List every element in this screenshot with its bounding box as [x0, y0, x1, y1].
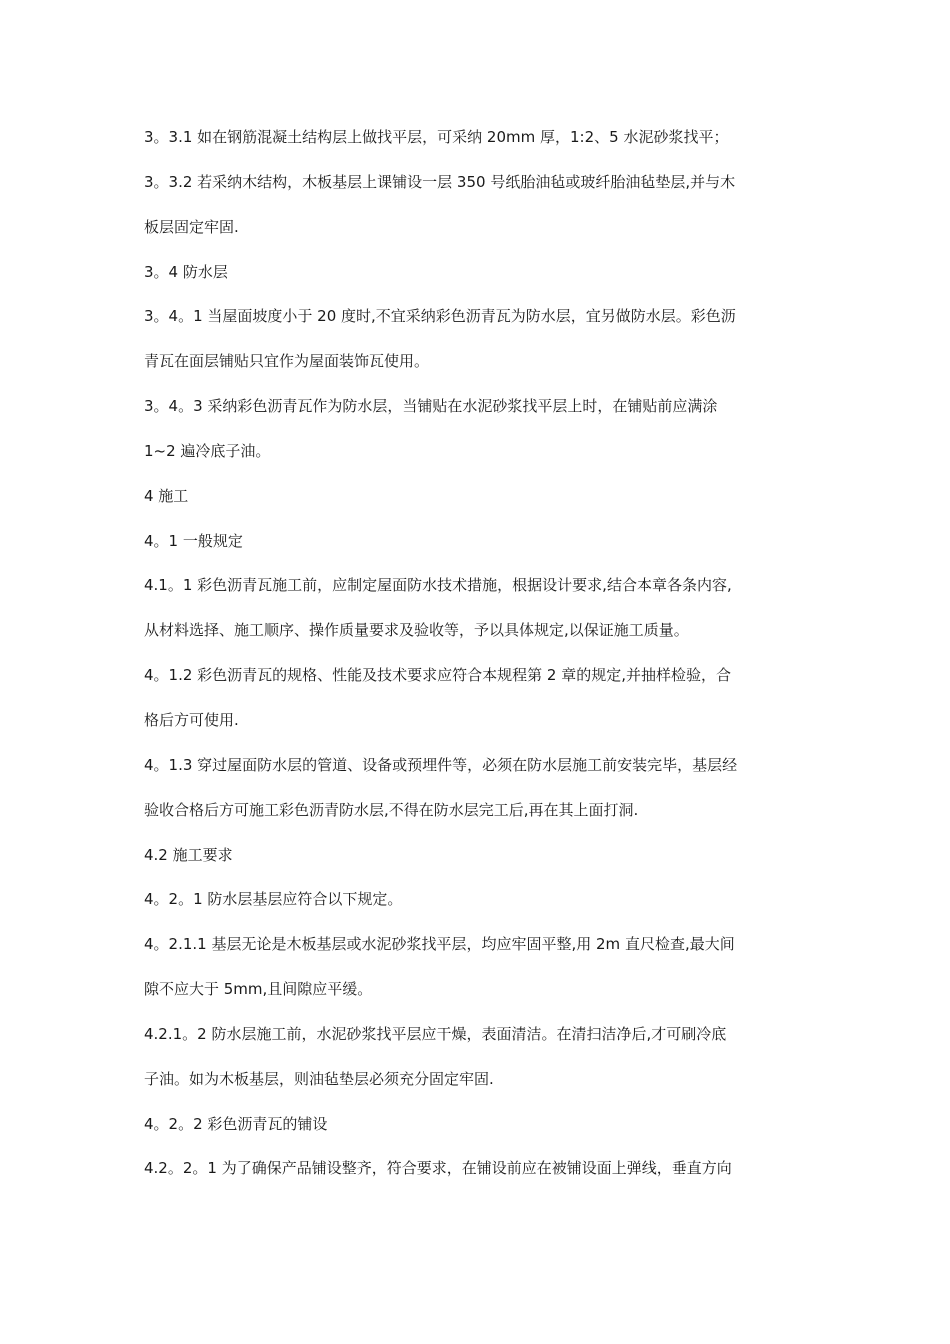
paragraph-line: 4。2。1 防水层基层应符合以下规定。 [144, 890, 403, 909]
paragraph-line: 子油。如为木板基层，则油毡垫层必须充分固定牢固. [144, 1069, 494, 1088]
paragraph-line: 1~2 遍冷底子油。 [144, 441, 271, 460]
paragraph-line: 3。4。3 采纳彩色沥青瓦作为防水层，当铺贴在水泥砂浆找平层上时，在铺贴前应满涂 [144, 397, 718, 416]
paragraph-line: 3。3.1 如在钢筋混凝土结构层上做找平层，可采纳 20mm 厚，1:2、5 水泥砂浆找平； [144, 128, 729, 146]
paragraph-line: 从材料选择、施工顺序、操作质量要求及验收等，予以具体规定,以保证施工质量。 [144, 621, 689, 640]
paragraph-line: 4.2。2。1 为了确保产品铺设整齐，符合要求，在铺设前应在被铺设面上弹线，垂直方向 [144, 1159, 732, 1178]
paragraph-line: 4.2.1。2 防水层施工前，水泥砂浆找平层应干燥，表面清洁。在清扫洁净后,才可刷冷底 [144, 1024, 727, 1043]
paragraph-line: 格后方可使用. [144, 710, 239, 729]
section-heading: 4。1 一般规定 [144, 531, 243, 550]
paragraph-line: 隙不应大于 5mm,且间隙应平缓。 [144, 980, 373, 999]
section-heading: 4 施工 [144, 486, 189, 505]
paragraph-line: 4。1.2 彩色沥青瓦的规格、性能及技术要求应符合本规程第 2 章的规定,并抽样检验，合 [144, 666, 732, 685]
paragraph-line: 3。4。1 当屋面坡度小于 20 度时,不宜采纳彩色沥青瓦为防水层，宜另做防水层。彩色沥 [144, 307, 736, 326]
section-heading: 4。2。2 彩色沥青瓦的铺设 [144, 1114, 328, 1133]
paragraph-line: 板层固定牢固. [144, 217, 239, 236]
paragraph-line: 4。1.3 穿过屋面防水层的管道、设备或预埋件等，必须在防水层施工前安装完毕，基层经 [144, 755, 738, 774]
paragraph-line: 3。3.2 若采纳木结构，木板基层上课铺设一层 350 号纸胎油毡或玻纤胎油毡垫层,并与木 [144, 172, 736, 191]
paragraph-line: 4。2.1.1 基层无论是木板基层或水泥砂浆找平层，均应牢固平整,用 2m 直尺检查,最大间 [144, 935, 735, 954]
section-heading: 4.2 施工要求 [144, 845, 233, 864]
document-body [144, 119, 816, 1195]
section-heading: 3。4 防水层 [144, 262, 228, 281]
paragraph-line: 青瓦在面层铺贴只宜作为屋面装饰瓦使用。 [144, 352, 430, 371]
paragraph-line: 验收合格后方可施工彩色沥青防水层,不得在防水层完工后,再在其上面打洞. [144, 800, 639, 819]
paragraph-line: 4.1。1 彩色沥青瓦施工前，应制定屋面防水技术措施，根据设计要求,结合本章各条内容, [144, 576, 732, 595]
